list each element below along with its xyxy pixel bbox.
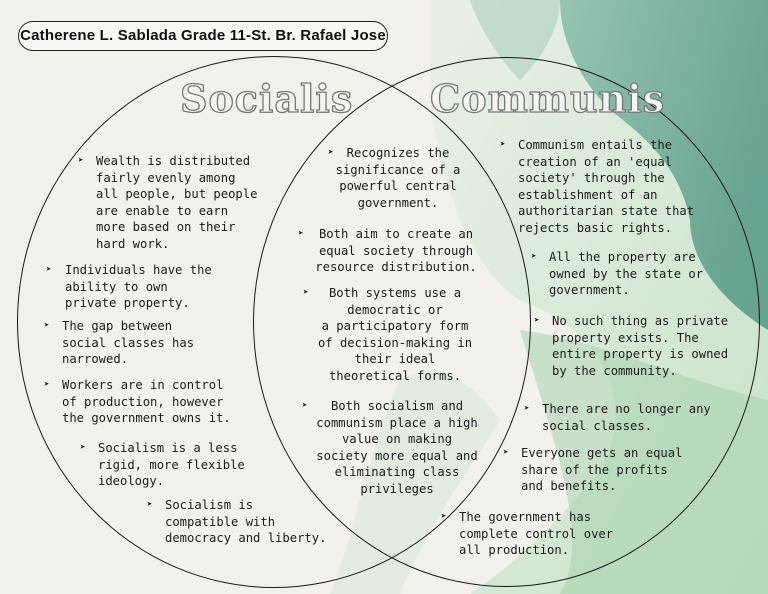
bullet-arrow-icon: ➤: [298, 229, 304, 239]
shared-point: ➤ Both socialism and communism place a high value on making society more equal and eliminating class privileges: [302, 399, 478, 496]
author-title: Catherene L. Sablada Grade 11-St. Br. Rafael Jose: [20, 27, 386, 44]
communism-title: Communis: [430, 76, 666, 121]
bullet-arrow-icon: ➤: [302, 401, 308, 411]
bullet-arrow-icon: ➤: [503, 448, 509, 458]
bullet-arrow-icon: ➤: [80, 443, 86, 453]
bullet-arrow-icon: ➤: [78, 156, 84, 166]
bullet-arrow-icon: ➤: [44, 380, 50, 390]
bullet-arrow-icon: ➤: [534, 316, 540, 326]
bullet-arrow-icon: ➤: [147, 500, 153, 510]
shared-point: ➤ Recognizes the significance of a powerful central government.: [328, 146, 461, 210]
bullet-arrow-icon: ➤: [328, 148, 334, 158]
bullet-arrow-icon: ➤: [46, 265, 52, 275]
bullet-arrow-icon: ➤: [441, 512, 447, 522]
shared-point: ➤ Both aim to create an equal society through resource distribution.: [298, 227, 477, 275]
bullet-arrow-icon: ➤: [500, 140, 506, 150]
communism-point: ➤ No such thing as private property exists. The entire property is owned by the community.: [534, 314, 729, 378]
socialism-point: ➤ Workers are in control of production, however the government owns it.: [44, 378, 231, 426]
communism-point: ➤ Everyone gets an equal share of the profits and benefits.: [503, 446, 683, 494]
bullet-arrow-icon: ➤: [44, 321, 50, 331]
socialism-point: ➤ Wealth is distributed fairly evenly among all people, but people are enable to earn more based on their hard work.: [78, 154, 258, 251]
communism-point: ➤ There are no longer any social classes.: [524, 402, 711, 433]
socialism-point: ➤ The gap between social classes has narrowed.: [44, 319, 195, 367]
socialism-title: Socialis: [180, 76, 354, 121]
bullet-arrow-icon: ➤: [524, 404, 530, 414]
socialism-point: ➤ Socialism is compatible with democracy and liberty.: [147, 498, 327, 546]
socialism-point: ➤ Individuals have the ability to own private property.: [46, 263, 212, 311]
author-banner: [18, 21, 388, 51]
socialism-point: ➤ Socialism is a less rigid, more flexible ideology.: [80, 441, 245, 489]
communism-point: ➤ Communism entails the creation of an 'equal society' through the establishment of an authoritarian state that rejects basic rights.: [500, 138, 695, 235]
shared-point: ➤ Both systems use a democratic or a participatory form of decision-making in their ideal theoretical forms.: [303, 286, 473, 383]
bullet-arrow-icon: ➤: [303, 288, 309, 298]
bullet-arrow-icon: ➤: [531, 252, 537, 262]
communism-point: ➤ All the property are owned by the state or government.: [531, 250, 704, 298]
communism-point: ➤ The government has complete control over all production.: [441, 510, 614, 558]
